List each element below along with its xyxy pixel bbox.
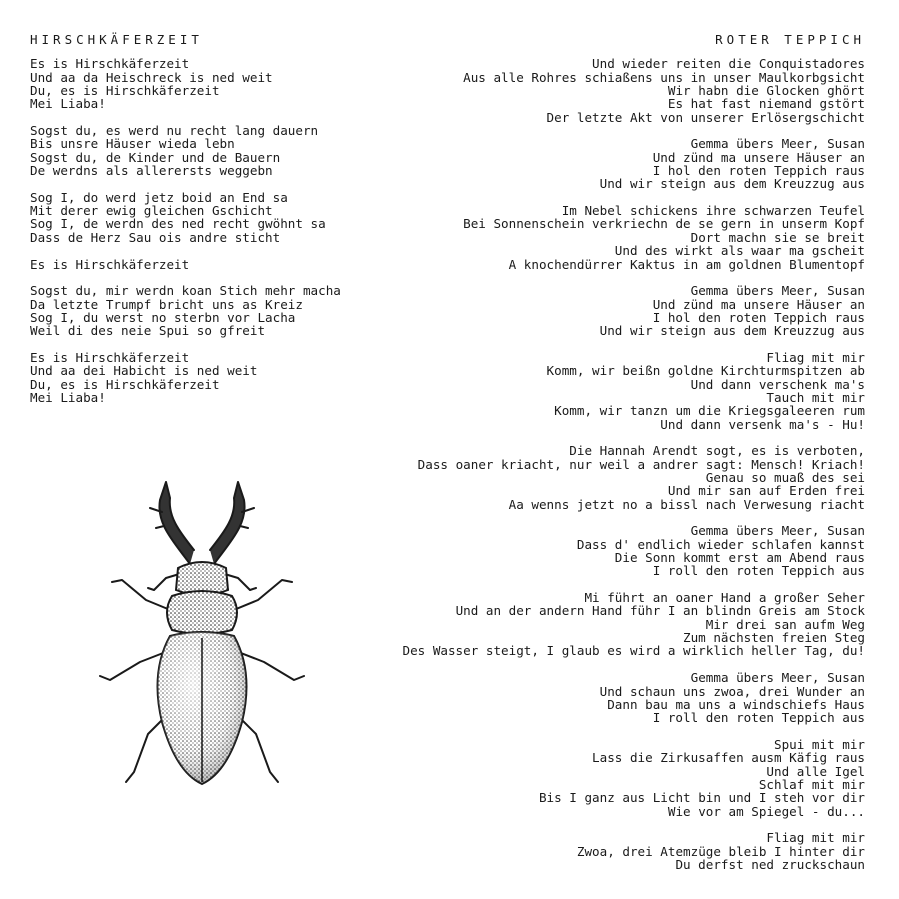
lyric-line: Gemma übers Meer, Susan <box>690 670 865 686</box>
lyric-line: Fliag mit mir <box>766 349 865 365</box>
right-stanza <box>345 831 865 871</box>
lyric-line: Weil di des neie Spui so gfreit <box>30 323 266 339</box>
lyric-line: Mei Liaba! <box>30 96 106 112</box>
lyric-line: A knochendürrer Kaktus in am goldnen Blumentopf <box>508 256 865 272</box>
lyric-line: Mir drei san aufm Weg <box>705 616 865 632</box>
lyric-line: Komm, wir beißn goldne Kirchturmspitzen ab <box>546 363 865 379</box>
lyric-line: Komm, wir tanzn um die Kriegsgaleeren rum <box>554 403 865 419</box>
lyric-line: Bis I ganz aus Licht bin und I steh vor dir <box>538 790 865 806</box>
right-stanza <box>345 204 865 271</box>
stag-beetle-icon <box>82 472 322 842</box>
right-stanza <box>345 351 865 431</box>
right-stanza <box>345 284 865 337</box>
lyric-line: Mi führt an oaner Hand a großer Seher <box>584 590 865 606</box>
lyric-line: Es is Hirschkäferzeit <box>30 256 190 272</box>
lyric-line: Der letzte Akt von unserer Erlösergschicht <box>546 109 865 125</box>
lyric-line: Du, es is Hirschkäferzeit <box>30 376 220 392</box>
lyric-line: Dass de Herz Sau ois andre sticht <box>30 229 281 245</box>
lyric-line: Gemma übers Meer, Susan <box>690 136 865 152</box>
lyric-line: Zum nächsten freien Steg <box>683 630 865 646</box>
lyric-line: Dort machn sie se breit <box>690 229 865 245</box>
lyric-line: Sog I, do werd jetz boid an End sa <box>30 189 288 205</box>
lyric-line: Spui mit mir <box>774 736 865 752</box>
lyric-line: Tauch mit mir <box>766 389 865 405</box>
lyric-line: Und wieder reiten die Conquistadores <box>592 56 865 72</box>
lyric-line: Aa wenns jetzt no a bissl nach Verwesung riacht <box>508 496 865 512</box>
lyric-line: Bis unsre Häuser wieda lebn <box>30 136 235 152</box>
lyric-line: Und des wirkt als waar ma gscheit <box>614 243 865 259</box>
lyric-line: Sogst du, de Kinder und de Bauern <box>30 149 281 165</box>
right-stanza <box>345 671 865 724</box>
lyric-line: Sog I, de werdn des ned recht gwöhnt sa <box>30 216 326 232</box>
lyric-line: Lass die Zirkusaffen ausm Käfig raus <box>592 750 865 766</box>
lyric-line: Zwoa, drei Atemzüge bleib I hinter dir <box>576 843 865 859</box>
lyric-line: Es is Hirschkäferzeit <box>30 56 190 72</box>
lyric-line: Mei Liaba! <box>30 389 106 405</box>
right-stanza <box>345 524 865 577</box>
lyric-line: Und zünd ma unsere Häuser an <box>652 149 865 165</box>
lyric-line: Im Nebel schickens ihre schwarzen Teufel <box>561 203 865 219</box>
lyric-line: Des Wasser steigt, I glaub es wird a wirklich heller Tag, du! <box>402 643 865 659</box>
lyric-line: Du derfst ned zruckschaun <box>675 856 865 872</box>
lyric-line: I hol den roten Teppich raus <box>652 163 865 179</box>
lyric-line: Es hat fast niemand gstört <box>667 96 865 112</box>
right-stanza <box>345 57 865 124</box>
lyric-line: Schlaf mit mir <box>758 776 865 792</box>
lyric-line: Sogst du, es werd nu recht lang dauern <box>30 123 319 139</box>
lyric-line: Bei Sonnenschein verkriechn de se gern in unserm Kopf <box>463 216 865 232</box>
lyric-line: I hol den roten Teppich raus <box>652 309 865 325</box>
lyric-line: Die Hannah Arendt sogt, es is verboten, <box>569 443 865 459</box>
lyric-line: Fliag mit mir <box>766 830 865 846</box>
lyric-line: De werdns als allerersts weggebn <box>30 163 273 179</box>
lyric-line: Und wir steign aus dem Kreuzzug aus <box>599 323 865 339</box>
right-song-lyrics <box>345 57 865 871</box>
lyric-line: Sogst du, mir werdn koan Stich mehr macha <box>30 283 341 299</box>
lyric-line: Dann bau ma uns a windschiefs Haus <box>607 696 865 712</box>
lyric-line: Da letzte Trumpf bricht uns as Kreiz <box>30 296 303 312</box>
lyric-line: Dass oaner kriacht, nur weil a andrer sagt: Mensch! Kriach! <box>417 456 865 472</box>
lyric-line: Und zünd ma unsere Häuser an <box>652 296 865 312</box>
lyric-line: Wir habn die Glocken ghört <box>667 83 865 99</box>
lyric-line: Und aa da Heischreck is ned weit <box>30 69 273 85</box>
lyric-line: I roll den roten Teppich aus <box>652 710 865 726</box>
lyric-line: Wie vor am Spiegel - du... <box>667 803 865 819</box>
lyric-line: Und an der andern Hand führ I an blindn Greis am Stock <box>455 603 865 619</box>
lyric-line: Genau so muaß des sei <box>705 470 865 485</box>
right-stanza <box>345 137 865 190</box>
lyric-line: Gemma übers Meer, Susan <box>690 523 865 539</box>
left-song-title: HIRSCHKÄFERZEIT <box>30 32 203 47</box>
right-song <box>345 33 865 885</box>
right-song-title: ROTER TEPPICH <box>715 32 865 47</box>
lyric-line: Es is Hirschkäferzeit <box>30 349 190 365</box>
lyric-line: I roll den roten Teppich aus <box>652 563 865 579</box>
lyric-line: Und mir san auf Erden frei <box>667 483 865 499</box>
lyric-line: Du, es is Hirschkäferzeit <box>30 83 220 99</box>
lyric-line: Dass d' endlich wieder schlafen kannst <box>576 536 865 552</box>
lyric-line: Gemma übers Meer, Susan <box>690 283 865 299</box>
lyric-line: Und aa dei Habicht is ned weit <box>30 363 258 379</box>
lyric-line: Und wir steign aus dem Kreuzzug aus <box>599 176 865 192</box>
right-stanza <box>345 738 865 818</box>
lyric-line: Und schaun uns zwoa, drei Wunder an <box>599 683 865 699</box>
lyric-line: Und alle Igel <box>766 763 865 779</box>
lyric-line: Die Sonn kommt erst am Abend raus <box>614 550 865 566</box>
right-stanza <box>345 591 865 658</box>
right-stanza <box>345 444 865 511</box>
lyric-line: Sog I, du werst no sterbn vor Lacha <box>30 309 296 325</box>
lyric-line: Mit derer ewig gleichen Gschicht <box>30 203 273 219</box>
lyric-line: Und dann verschenk ma's <box>690 376 865 392</box>
lyric-line: Und dann versenk ma's - Hu! <box>660 416 865 432</box>
lyric-line: Aus alle Rohres schiaßens uns in unser Maulkorbgsicht <box>463 69 865 85</box>
